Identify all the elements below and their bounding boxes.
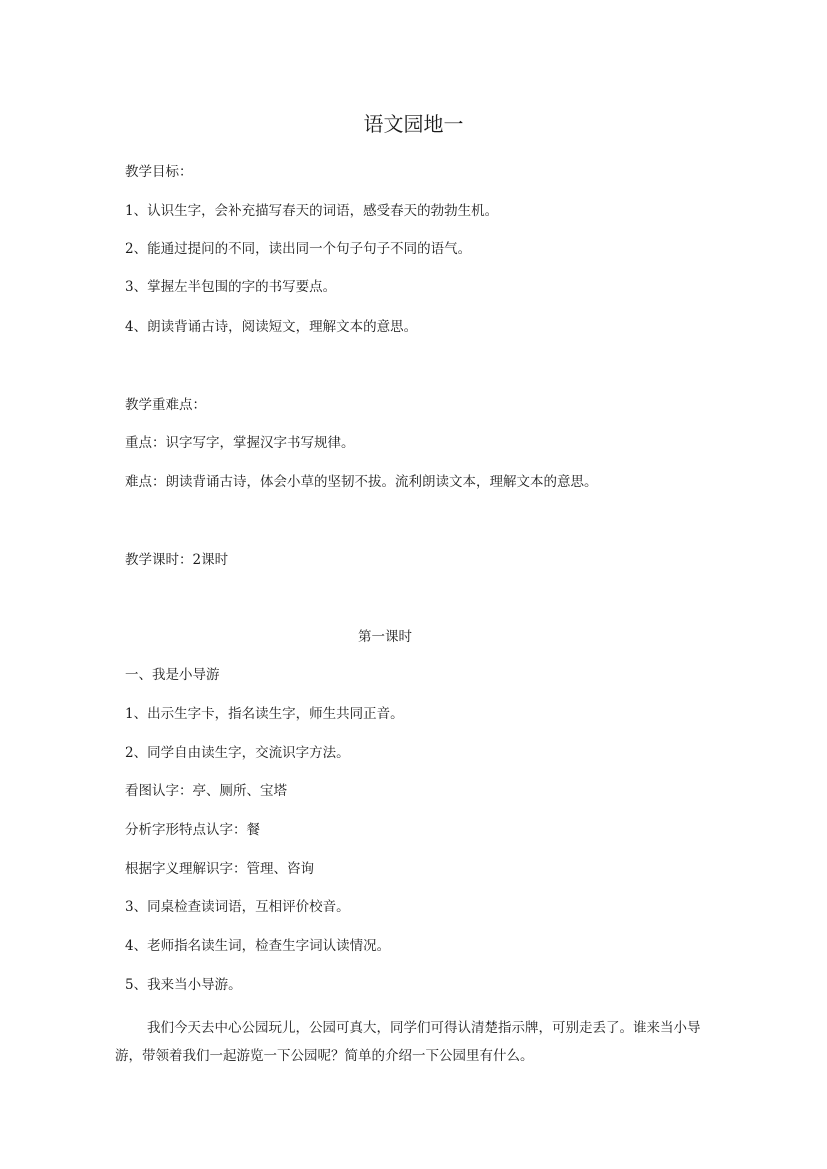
objective-item: 1、认识生字，会补充描写春天的词语，感受春天的勃勃生机。 — [125, 203, 499, 219]
objectives-heading: 教学目标： — [125, 164, 193, 180]
objective-item: 3、掌握左半包围的字的书写要点。 — [125, 279, 337, 295]
objective-item: 4、朗读背诵古诗，阅读短文，理解文本的意思。 — [125, 319, 418, 335]
step-item: 2、同学自由读生字，交流识字方法。 — [125, 745, 350, 761]
step-item: 根据字义理解识字：管理、咨询 — [125, 861, 314, 877]
section-heading: 一、我是小导游 — [125, 667, 220, 683]
class-hours: 教学课时：2课时 — [125, 552, 229, 568]
step-item: 1、出示生字卡，指名读生字，师生共同正音。 — [125, 706, 404, 722]
step-item: 3、同桌检查读词语，互相评价校音。 — [125, 899, 350, 915]
key-point: 重点：识字写字，掌握汉字书写规律。 — [125, 435, 355, 451]
keypoints-heading: 教学重难点： — [125, 397, 206, 413]
objective-item: 2、能通过提问的不同，读出同一个句子句子不同的语气。 — [125, 241, 472, 257]
step-item: 5、我来当小导游。 — [125, 977, 242, 993]
document-title: 语文园地一 — [363, 112, 464, 136]
lesson-title: 第一课时 — [358, 629, 412, 645]
step-item: 4、老师指名读生词，检查生字词认读情况。 — [125, 938, 391, 954]
difficult-point: 难点：朗读背诵古诗，体会小草的坚韧不拔。流利朗读文本，理解文本的意思。 — [125, 474, 598, 490]
step-item: 看图认字：亭、厕所、宝塔 — [125, 783, 287, 799]
intro-paragraph: 我们今天去中心公园玩儿，公园可真大，同学们可得认清楚指示牌，可别走丢了。谁来当小导游，带领着我们一起游览一下公园呢？简单的介绍一下公园里有什么。 — [115, 1020, 701, 1064]
step-item: 分析字形特点认字：餐 — [125, 822, 260, 838]
